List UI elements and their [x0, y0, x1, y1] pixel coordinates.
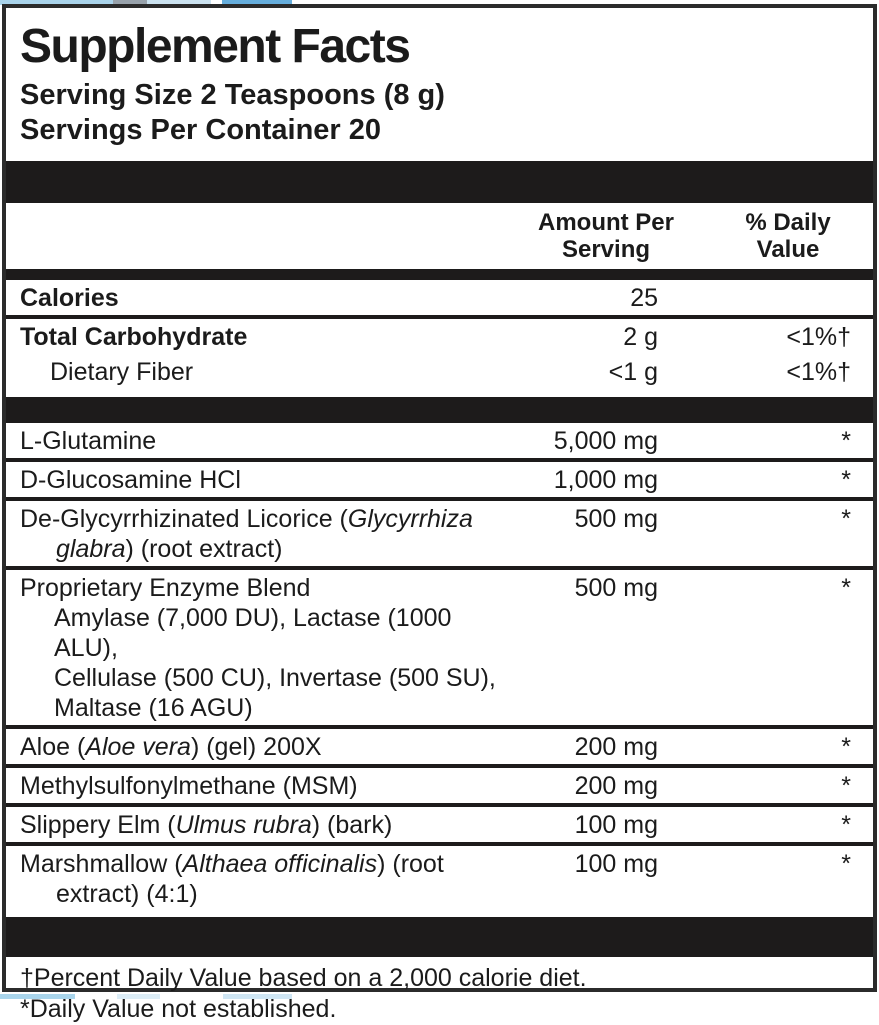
- row-slippery-elm: [6, 807, 873, 842]
- ingredient-name: [20, 810, 498, 840]
- nutrient-amount: <1 g: [608, 358, 658, 386]
- divider-bar-bottom: [6, 917, 873, 957]
- row-total-carbohydrate: [6, 319, 873, 354]
- divider-bar-top: [6, 161, 873, 203]
- ingredient-name-suffix: ) (bark): [311, 811, 393, 839]
- divider-bar-header: [6, 269, 873, 280]
- ingredient-name-text: D-Glucosamine HCl: [20, 466, 241, 494]
- column-header-row: [6, 203, 873, 269]
- nutrient-name: Total Carbohydrate: [20, 323, 248, 351]
- ingredient-name-text: Marshmallow (: [20, 850, 183, 878]
- ingredient-dv: *: [841, 850, 851, 878]
- ingredient-name-suffix: ) (root extract) (4:1): [56, 850, 444, 908]
- ingredient-name: [20, 573, 498, 723]
- ingredient-latin-name: Glycyrrhiza glabra: [56, 505, 473, 563]
- ingredient-dv: *: [841, 772, 851, 800]
- row-licorice: [6, 501, 873, 566]
- panel-title: Supplement Facts: [20, 20, 410, 73]
- ingredient-amount: 5,000 mg: [553, 427, 658, 455]
- footnote-daily-value-basis: †Percent Daily Value based on a 2,000 calorie diet.: [20, 964, 587, 992]
- ingredient-latin-name: Aloe vera: [85, 733, 191, 761]
- ingredient-dv: *: [841, 505, 851, 533]
- ingredient-name-text: Slippery Elm (: [20, 811, 176, 839]
- nutrient-dv: <1%†: [786, 358, 851, 386]
- ingredient-name: [20, 426, 498, 456]
- enzyme-blend-components: Maltase (16 AGU): [54, 694, 253, 722]
- footnote-dv-not-established: *Daily Value not established.: [20, 995, 337, 1023]
- serving-size: Serving Size 2 Teaspoons (8 g): [20, 79, 445, 111]
- ingredient-latin-name: Ulmus rubra: [175, 811, 312, 839]
- ingredient-amount: 100 mg: [574, 850, 658, 878]
- ingredient-name: [20, 771, 498, 801]
- ingredient-dv: *: [841, 466, 851, 494]
- nutrient-amount: 25: [630, 284, 658, 312]
- footnotes: [6, 963, 873, 1025]
- ingredient-amount: 500 mg: [574, 505, 658, 533]
- ingredient-amount: 500 mg: [574, 574, 658, 602]
- ingredient-latin-name: Althaea officinalis: [182, 850, 378, 878]
- row-aloe: [6, 729, 873, 764]
- servings-per-container: Servings Per Container 20: [20, 114, 382, 146]
- ingredient-amount: 100 mg: [574, 811, 658, 839]
- nutrient-amount: 2 g: [623, 323, 658, 351]
- row-dietary-fiber: [6, 354, 873, 389]
- amount-header-line1: Amount Per: [537, 209, 674, 236]
- ingredient-dv: *: [841, 574, 851, 602]
- divider-bar-middle: [6, 397, 873, 423]
- ingredient-name-text: Proprietary Enzyme Blend: [20, 574, 311, 602]
- ingredient-amount: 200 mg: [574, 733, 658, 761]
- amount-header-line2: Serving: [561, 236, 651, 263]
- nutrient-name: Calories: [20, 284, 119, 312]
- ingredient-name: [20, 465, 498, 495]
- ingredient-name: [20, 849, 498, 909]
- supplement-facts-panel: [2, 4, 877, 1023]
- ingredient-dv: *: [841, 427, 851, 455]
- ingredient-name-text: De-Glycyrrhizinated Licorice (: [20, 505, 348, 533]
- ingredient-amount: 200 mg: [574, 772, 658, 800]
- ingredient-amount: 1,000 mg: [553, 466, 658, 494]
- enzyme-blend-components: Cellulase (500 CU), Invertase (500 SU),: [54, 664, 496, 692]
- row-d-glucosamine: [6, 462, 873, 497]
- row-l-glutamine: [6, 423, 873, 458]
- ingredient-name: [20, 504, 498, 564]
- ingredient-name-suffix: ) (gel) 200X: [190, 733, 322, 761]
- ingredient-name-text: L-Glutamine: [20, 427, 157, 455]
- dv-header-line1: % Daily: [745, 209, 831, 236]
- ingredient-name-text: Methylsulfonylmethane (MSM): [20, 772, 358, 800]
- ingredient-name-text: Aloe (: [20, 733, 86, 761]
- row-marshmallow: [6, 846, 873, 911]
- row-enzyme-blend: [6, 570, 873, 725]
- dv-header-line2: Value: [756, 236, 820, 263]
- row-calories: [6, 280, 873, 315]
- ingredient-name: [20, 732, 498, 762]
- nutrient-name: Dietary Fiber: [50, 358, 194, 386]
- ingredient-dv: *: [841, 733, 851, 761]
- amount-per-serving-header: [521, 209, 691, 263]
- daily-value-header: [718, 209, 858, 263]
- nutrient-dv: <1%†: [786, 323, 851, 351]
- enzyme-blend-components: Amylase (7,000 DU), Lactase (1000 ALU),: [54, 604, 452, 662]
- ingredient-dv: *: [841, 811, 851, 839]
- row-msm: [6, 768, 873, 803]
- ingredient-name-suffix: ) (root extract): [125, 535, 283, 563]
